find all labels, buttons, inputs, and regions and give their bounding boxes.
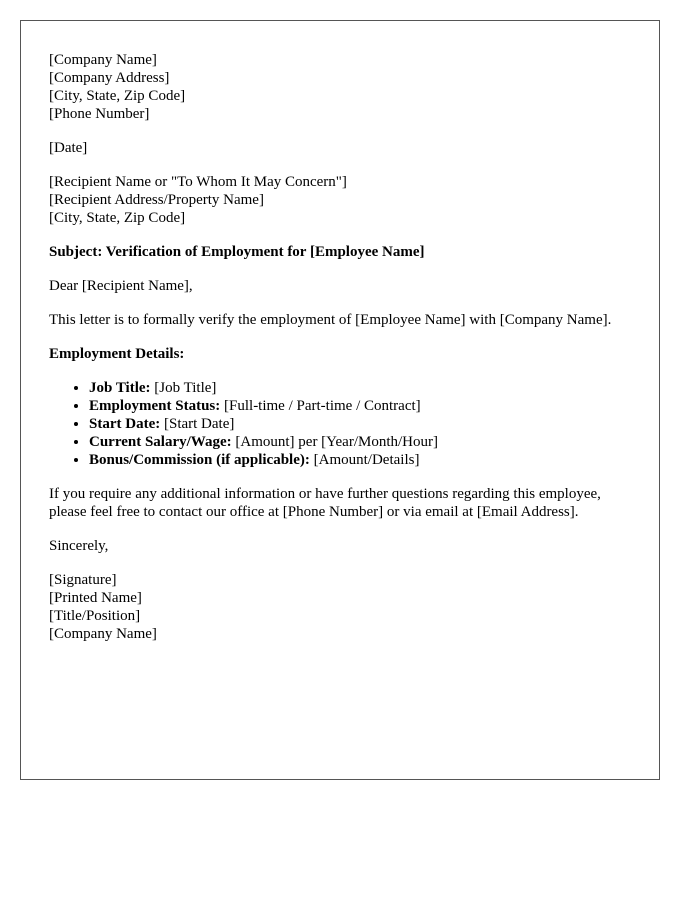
- detail-label: Bonus/Commission (if applicable):: [89, 452, 310, 468]
- detail-label: Employment Status:: [89, 398, 221, 414]
- sign-off: Sincerely,: [49, 538, 109, 554]
- detail-value: [Amount/Details]: [309, 452, 420, 468]
- detail-value: [Start Date]: [160, 416, 235, 432]
- closing-paragraph: If you require any additional information or have further questions regarding this employee, please feel free to contact our office at [Phone Number] or via email at [Email Address].: [49, 486, 601, 520]
- detail-value: [Job Title]: [150, 380, 217, 396]
- recipient-address: [Recipient Address/Property Name]: [49, 192, 264, 208]
- intro-paragraph: This letter is to formally verify the employment of [Employee Name] with [Company Name].: [49, 312, 612, 328]
- recipient-city-state-zip: [City, State, Zip Code]: [49, 210, 186, 226]
- detail-item-bonus: [89, 451, 631, 469]
- printed-name: [Printed Name]: [49, 590, 142, 606]
- signature-block: [49, 571, 631, 643]
- detail-label: Current Salary/Wage:: [89, 434, 232, 450]
- salutation: Dear [Recipient Name],: [49, 278, 193, 294]
- signer-title: [Title/Position]: [49, 608, 141, 624]
- detail-item-job-title: [89, 379, 631, 397]
- signature-placeholder: [Signature]: [49, 572, 117, 588]
- recipient-name: [Recipient Name or "To Whom It May Concern"]: [49, 174, 347, 190]
- sender-company-address: [Company Address]: [49, 70, 170, 86]
- detail-item-start-date: [89, 415, 631, 433]
- subject-line: Subject: Verification of Employment for [Employee Name]: [49, 244, 425, 260]
- detail-value: [Full-time / Part-time / Contract]: [220, 398, 421, 414]
- detail-item-employment-status: [89, 397, 631, 415]
- details-heading: Employment Details:: [49, 346, 185, 362]
- letter-date: [Date]: [49, 140, 88, 156]
- detail-item-salary: [89, 433, 631, 451]
- sender-company-name: [Company Name]: [49, 52, 157, 68]
- sender-city-state-zip: [City, State, Zip Code]: [49, 88, 186, 104]
- signer-company: [Company Name]: [49, 626, 157, 642]
- detail-label: Start Date:: [89, 416, 161, 432]
- detail-value: [Amount] per [Year/Month/Hour]: [231, 434, 438, 450]
- employment-details-list: [49, 379, 631, 469]
- letter-page: [20, 20, 660, 780]
- sender-phone: [Phone Number]: [49, 106, 150, 122]
- recipient-address-block: [49, 173, 631, 227]
- detail-label: Job Title:: [89, 380, 151, 396]
- sender-address-block: [49, 51, 631, 123]
